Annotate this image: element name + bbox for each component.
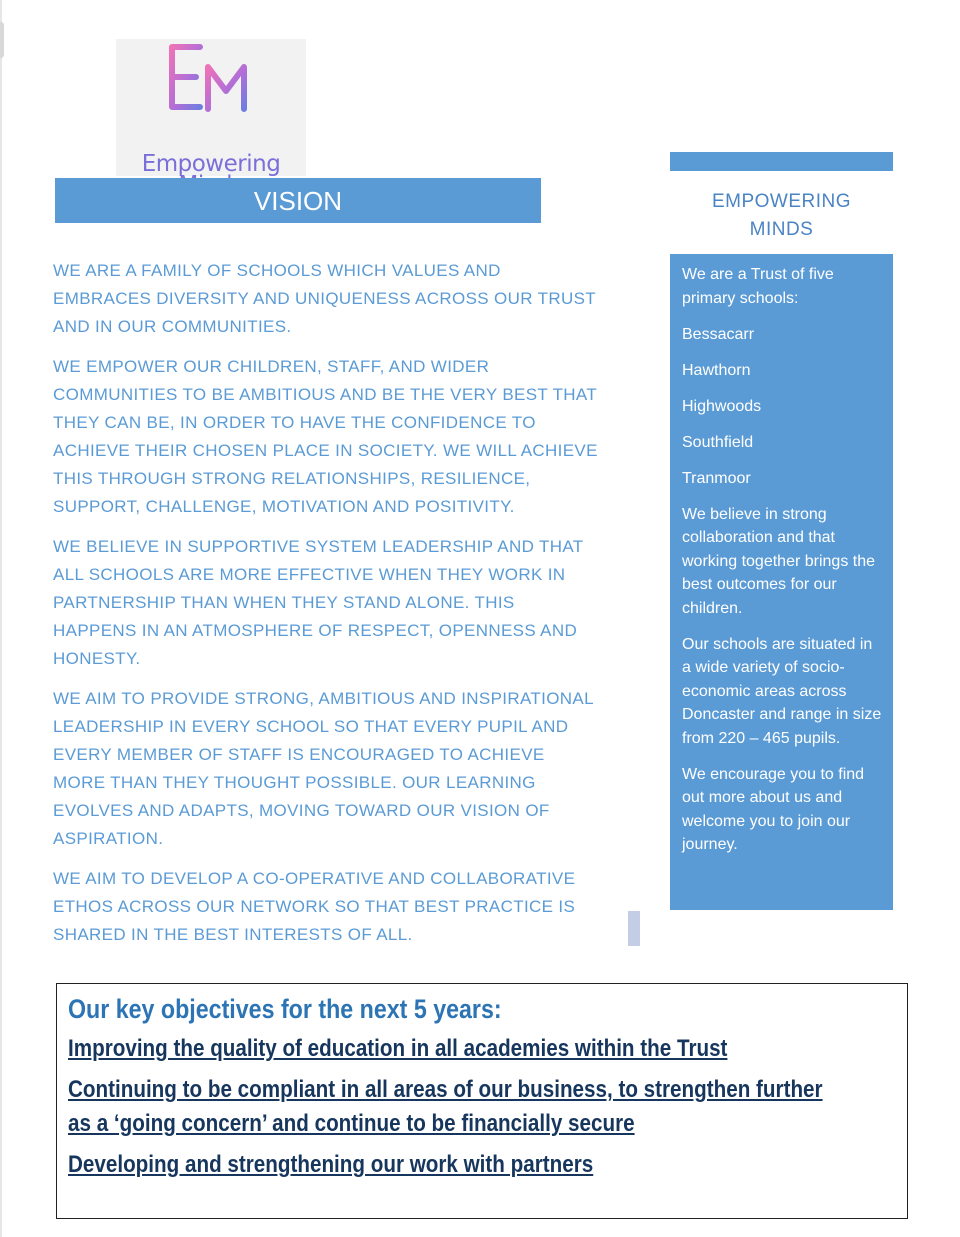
sidebar-paragraph: Our schools are situated in a wide variety of socio-economic areas across Doncaster and range in size from 220 – 465 pupils. — [682, 635, 882, 747]
school-item: Bessacarr — [682, 325, 755, 343]
sidebar-box — [670, 254, 893, 910]
sidebar-top-bar — [670, 152, 893, 171]
page-edge — [0, 0, 2, 1237]
vision-paragraph: WE AIM TO DEVELOP A CO-OPERATIVE AND COLLABORATIVE ETHOS ACROSS OUR NETWORK SO THAT BEST PRACTICE IS SHARED IN THE BEST INTERESTS OF ALL. — [53, 869, 576, 944]
em-monogram-icon — [116, 39, 306, 151]
objectives-list — [68, 1032, 897, 1182]
school-item: Southfield — [682, 433, 754, 451]
objective-line: Continuing to be compliant in all areas of our business, to strengthen further — [68, 1076, 823, 1103]
vision-paragraph: WE AIM TO PROVIDE STRONG, AMBITIOUS AND INSPIRATIONAL LEADERSHIP IN EVERY SCHOOL SO THAT EVERY PUPIL AND EVERY MEMBER OF STAFF IS ENCOURAGED TO ACHIEVE MORE THAN THEY THOUGHT POSSIBLE. OUR LEARNING EVOLVES AND ADAPTS, MOVING TOWARD OUR VISION OF ASPIRATION. — [53, 689, 594, 848]
sidebar-heading-line-2: MINDS — [749, 219, 814, 240]
objectives-title: Our key objectives for the next 5 years: — [68, 994, 502, 1024]
objective-item — [68, 1148, 897, 1182]
vision-paragraph: WE EMPOWER OUR CHILDREN, STAFF, AND WIDER COMMUNITIES TO BE AMBITIOUS AND BE THE VERY BEST THAT THEY CAN BE, IN ORDER TO HAVE THE CONFIDENCE TO ACHIEVE THEIR CHOSEN PLACE IN SOCIETY. WE WILL ACHIEVE THIS THROUGH STRONG RELATIONSHIPS, RESILIENCE, SUPPORT, CHALLENGE, MOTIVATION AND POSITIVITY. — [53, 357, 598, 516]
decorative-mark — [628, 911, 640, 946]
objective-line: Developing and strengthening our work with partners — [68, 1151, 594, 1178]
school-item: Tranmoor — [682, 469, 751, 487]
vision-paragraph: WE ARE A FAMILY OF SCHOOLS WHICH VALUES AND EMBRACES DIVERSITY AND UNIQUENESS ACROSS OUR TRUST AND IN OUR COMMUNITIES. — [53, 261, 596, 336]
objective-line: Improving the quality of education in all academies within the Trust — [68, 1035, 728, 1062]
objective-line: as a ‘going concern’ and continue to be financially secure — [68, 1110, 635, 1137]
sidebar-paragraph: We encourage you to find out more about us and welcome you to join our journey. — [682, 765, 865, 853]
empowering-minds-logo — [116, 39, 306, 176]
sidebar-heading — [670, 188, 893, 244]
vision-title: VISION — [55, 178, 541, 223]
objectives-box — [56, 983, 908, 1219]
objective-item — [68, 1073, 897, 1141]
page-corner — [0, 22, 4, 58]
sidebar-intro: We are a Trust of five primary schools: — [682, 266, 834, 307]
vision-paragraph: WE BELIEVE IN SUPPORTIVE SYSTEM LEADERSHIP AND THAT ALL SCHOOLS ARE MORE EFFECTIVE WHEN THEY WORK IN PARTNERSHIP THAN WHEN THEY STAND ALONE. THIS HAPPENS IN AN ATMOSPHERE OF RESPECT, OPENNESS AND HONESTY. — [53, 537, 584, 668]
school-item: Highwoods — [682, 397, 762, 415]
school-item: Hawthorn — [682, 361, 751, 379]
sidebar-paragraph: We believe in strong collaboration and that working together brings the best outcomes for our children. — [682, 505, 875, 617]
sidebar-heading-line-1: EMPOWERING — [711, 191, 852, 212]
objective-item — [68, 1032, 897, 1066]
logo-line-1: Empowering — [141, 151, 281, 177]
vision-text — [53, 257, 601, 961]
